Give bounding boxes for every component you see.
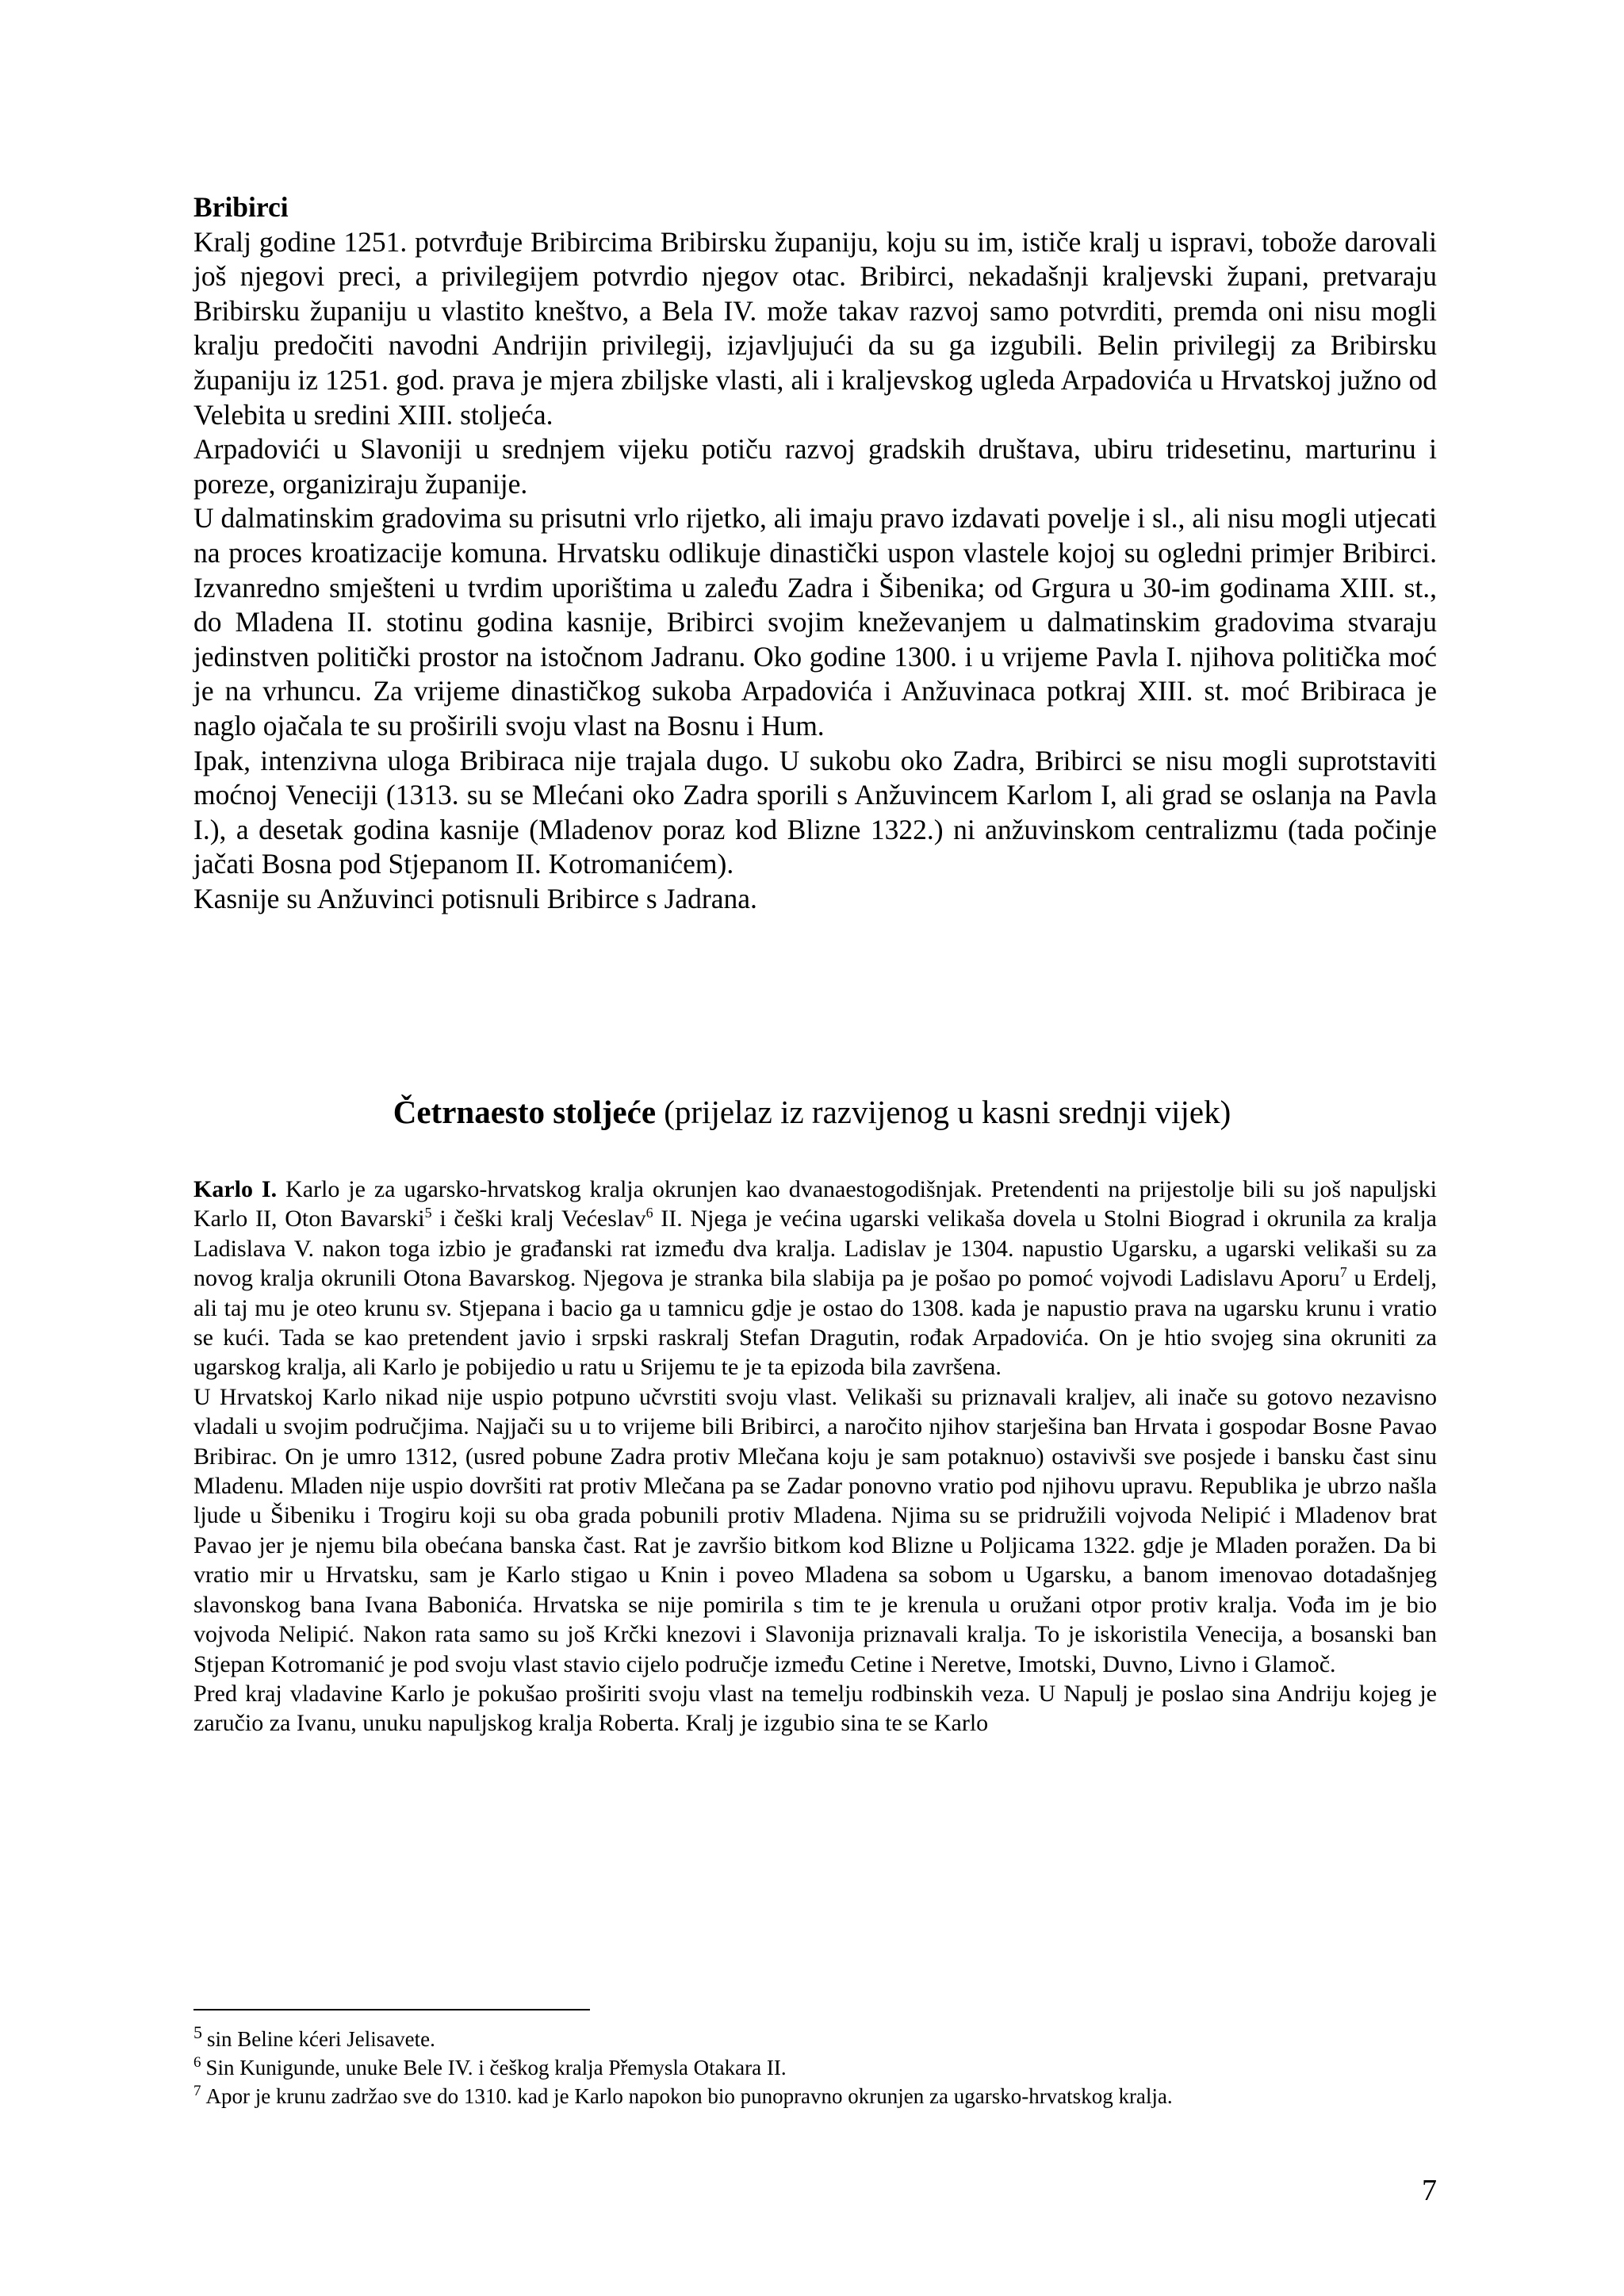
footnote-separator bbox=[193, 2009, 590, 2010]
footnote bbox=[193, 2082, 1437, 2110]
text-run: Karlo je za ugarsko-hrvatskog kralja okrunjen kao dvanaestogodišnjak. Pretendenti na prijestolje bili su još napuljski Karlo II, Oton Bavarski bbox=[193, 1176, 1437, 1232]
footnote-text: Sin Kunigunde, unuke Bele IV. i češkog kralja Přemysla Otakara II. bbox=[205, 2056, 787, 2079]
footnote bbox=[193, 2022, 1437, 2053]
section-heading-rest: (prijelaz iz razvijenog u kasni srednji vijek) bbox=[656, 1094, 1231, 1130]
footnote-ref[interactable]: 5 bbox=[424, 1205, 432, 1221]
paragraph: Kralj godine 1251. potvrđuje Bribircima Bribirsku županiju, koju su im, ističe kralj u ispravi, tobože darovali još njegovi preci, a privilegijem potvrdio njegov otac. Bribirci, nekadašnji kraljevski župani, pretvaraju Bribirsku županiju u vlastito kneštvo, a Bela IV. može takav razvoj samo potvrditi, premda oni nisu mogli kralju predočiti navodni Andrijin privilegij, izjavljujući da su ga izgubili. Belin privilegij za Bribirsku županiju iz 1251. god. prava je mjera zbiljske vlasti, ali i kraljevskog ugleda Arpadovića u Hrvatskoj južno od Velebita u sredini XIII. stoljeća. bbox=[193, 225, 1437, 431]
text-run: u Erdelj, ali taj mu je oteo krunu sv. Stjepana i bacio ga u tamnicu gdje je ostao do 1308. kada je napustio prava na ugarsku krunu i vratio se kući. Tada se kao pretendent javio i srpski raskralj Stefan Dragutin, rođak Arpadovića. On je htio svojeg sina okruniti za ugarskog kralja, ali Karlo je pobijedio u ratu u Srijemu te je ta epizoda bila završena. bbox=[193, 1265, 1437, 1381]
paragraph: Ipak, intenzivna uloga Bribiraca nije trajala dugo. U sukobu oko Zadra, Bribirci se nisu mogli suprotstaviti moćnoj Veneciji (1313. su se Mlećani oko Zadra sporili s Anžuvincem Karlom I, ali grad se oslanja na Pavla I.), a desetak godina kasnije (Mladenov poraz kod Blizne 1322.) ni anžuvinskom centralizmu (tada počinje jačati Bosna pod Stjepanom II. Kotromanićem). bbox=[193, 744, 1437, 880]
footnote-number: 7 bbox=[193, 2083, 201, 2099]
page-number: 7 bbox=[1422, 2174, 1437, 2207]
paragraph: Arpadovići u Slavoniji u srednjem vijeku potiču razvoj gradskih društava, ubiru tridesetinu, marturinu i poreze, organiziraju županije. bbox=[193, 433, 1437, 500]
footnote-ref[interactable]: 7 bbox=[1339, 1264, 1347, 1281]
footnote-text: Apor je krunu zadržao sve do 1310. kad je Karlo napokon bio punopravno okrunjen za ugarsko-hrvatskog kralja. bbox=[205, 2084, 1173, 2108]
section-heading-bold: Četrnaesto stoljeće bbox=[393, 1094, 657, 1130]
footnote-ref[interactable]: 6 bbox=[645, 1205, 653, 1221]
section-fourteenth-century bbox=[193, 1175, 1437, 1738]
text-run: II. Njega je većina ugarski velikaša dovela u Stolni Biograd i okrunila za kralja Ladislava V. nakon toga izbio je građanski rat između dva kralja. Ladislav je 1304. napustio Ugarsku, a ugarski velikaši su za novog kralja okrunili Otona Bavarskog. Njegova je stranka bila slabija pa je pošao po pomoć vojvodi Ladislavu Aporu bbox=[193, 1205, 1437, 1292]
paragraph: U Hrvatskoj Karlo nikad nije uspio potpuno učvrstiti svoju vlast. Velikaši su priznavali kraljev, ali inače su gotovo nezavisno vladali u svojim područjima. Najjači su u to vrijeme bili Bribirci, a naročito njihov starješina ban Hrvata i gospodar Bosne Pavao Bribirac. On je umro 1312, (usred pobune Zadra protiv Mlečana koju je sam potaknuo) ostavivši sve posjede i bansku čast sinu Mladenu. Mladen nije uspio dovršiti rat protiv Mlečana pa se Zadar ponovno vratio pod njihovu upravu. Republika je ubrzo našla ljude u Šibeniku i Trogiru koji su oba grada pobunili protiv Mladena. Njima su se pridružili vojvoda Nelipić i Mladenov brat Pavao jer je njemu bila obećana banska čast. Rat je završio bitkom kod Blizne u Poljicama 1322. gdje je Mladen poražen. Da bi vratio mir u Hrvatsku, sam je Karlo stigao u Knin i poveo Mladena sa sobom u Ugarsku, a banom imenovao dotadašnjeg slavonskog bana Ivana Babonića. Hrvatska se nije pomirila s tim te je krenula u oružani otpor protiv kralja. Vođa im je bio vojvoda Nelipić. Nakon rata samo su još Krčki knezovi i Slavonija priznavali kralja. To je iskoristila Venecija, a bosanski ban Stjepan Kotromanić je pod svoju vlast stavio cijelo područje između Cetine i Neretve, Imotski, Duvno, Livno i Glamoč. bbox=[193, 1383, 1437, 1677]
paragraph-lead: Karlo I. bbox=[193, 1176, 278, 1202]
text-run: i češki kralj Većeslav bbox=[431, 1205, 646, 1232]
paragraph bbox=[193, 1175, 1437, 1382]
paragraph: U dalmatinskim gradovima su prisutni vrlo rijetko, ali imaju pravo izdavati povelje i sl., ali nisu mogli utjecati na proces kroatizacije komuna. Hrvatsku odlikuje dinastički uspon vlastele kojoj su ogledni primjer Bribirci. Izvanredno smješteni u tvrdim uporištima u zaleđu Zadra i Šibenika; od Grgura u 30-im godinama XIII. st., do Mladena II. stotinu godina kasnije, Bribirci svojim kneževanjem u dalmatinskim gradovima stvaraju jedinstven politički prostor na istočnom Jadranu. Oko godine 1300. i u vrijeme Pavla I. njihova politička moć je na vrhuncu. Za vrijeme dinastičkog sukoba Arpadovića i Anžuvinaca potkraj XIII. st. moć Bribiraca je naglo ojačala te su proširili svoju vlast na Bosnu i Hum. bbox=[193, 502, 1437, 742]
footnote-number: 6 bbox=[193, 2054, 201, 2071]
footnote-number: 5 bbox=[193, 2022, 202, 2042]
section-title: Bribirci bbox=[193, 191, 289, 223]
paragraph: Pred kraj vladavine Karlo je pokušao proširiti svoju vlast na temelju rodbinskih veza. U Napulj je poslao sina Andriju kojeg je zaručio za Ivanu, unuku napuljskog kralja Roberta. Kralj je izgubio sina te se Karlo bbox=[193, 1680, 1437, 1737]
section-bribirci bbox=[193, 190, 1437, 916]
paragraph: Kasnije su Anžuvinci potisnuli Bribirce s Jadrana. bbox=[193, 882, 757, 914]
footnote bbox=[193, 2053, 1437, 2082]
footnote-text: sin Beline kćeri Jelisavete. bbox=[207, 2027, 435, 2051]
section-heading bbox=[0, 1093, 1624, 1131]
footnotes bbox=[193, 2022, 1437, 2110]
